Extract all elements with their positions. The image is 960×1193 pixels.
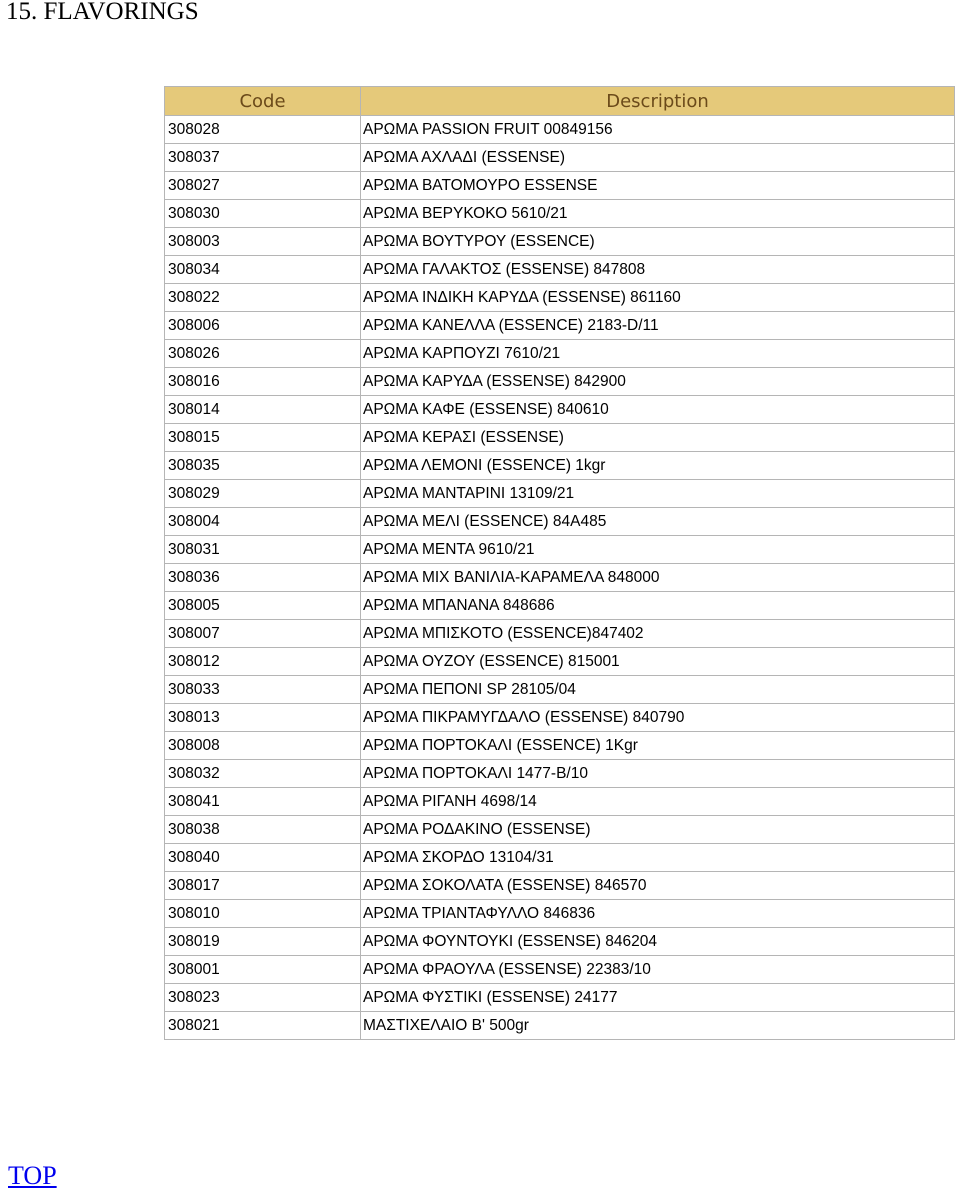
- table-row: [165, 928, 955, 956]
- table-row: [165, 732, 955, 760]
- product-description-cell: ΑΡΩΜΑ ΚΕΡΑΣΙ (ESSENSE): [361, 424, 955, 452]
- product-description-cell: ΑΡΩΜΑ ΚΑΡΠΟΥΖΙ 7610/21: [361, 340, 955, 368]
- product-code-cell: 308001: [165, 956, 361, 984]
- table-row: [165, 116, 955, 144]
- product-code-cell: 308026: [165, 340, 361, 368]
- product-code-cell: 308027: [165, 172, 361, 200]
- product-code-cell: 308038: [165, 816, 361, 844]
- product-description-cell: ΑΡΩΜΑ ΜΙΧ ΒΑΝΙΛΙΑ-ΚΑΡΑΜΕΛΑ 848000: [361, 564, 955, 592]
- product-code-cell: 308035: [165, 452, 361, 480]
- product-code-cell: 308017: [165, 872, 361, 900]
- product-description-cell: ΑΡΩΜΑ ΦΥΣΤΙΚΙ (ESSENSE) 24177: [361, 984, 955, 1012]
- product-code-cell: 308029: [165, 480, 361, 508]
- table-row: [165, 592, 955, 620]
- table-row: [165, 984, 955, 1012]
- table-body: [165, 116, 955, 1040]
- product-code-cell: 308030: [165, 200, 361, 228]
- table-row: [165, 508, 955, 536]
- product-code-cell: 308033: [165, 676, 361, 704]
- product-description-cell: ΑΡΩΜΑ ΜΑΝΤΑΡΙΝΙ 13109/21: [361, 480, 955, 508]
- table-row: [165, 816, 955, 844]
- product-description-cell: ΑΡΩΜΑ ΒΟΥΤΥΡΟΥ (ESSENCE): [361, 228, 955, 256]
- product-description-cell: ΑΡΩΜΑ ΦΡΑΟΥΛΑ (ESSENSE) 22383/10: [361, 956, 955, 984]
- product-code-cell: 308019: [165, 928, 361, 956]
- product-description-cell: ΑΡΩΜΑ ΠΙΚΡΑΜΥΓΔΑΛΟ (ESSENSE) 840790: [361, 704, 955, 732]
- product-code-cell: 308037: [165, 144, 361, 172]
- table-row: [165, 676, 955, 704]
- product-description-cell: ΑΡΩΜΑ ΑΧΛΑΔΙ (ESSENSE): [361, 144, 955, 172]
- table-row: [165, 956, 955, 984]
- table-row: [165, 480, 955, 508]
- table-row: [165, 228, 955, 256]
- product-code-cell: 308023: [165, 984, 361, 1012]
- table-row: [165, 368, 955, 396]
- product-code-cell: 308008: [165, 732, 361, 760]
- product-description-cell: ΑΡΩΜΑ ΛΕΜΟΝΙ (ESSENCE) 1kgr: [361, 452, 955, 480]
- table-row: [165, 900, 955, 928]
- table-row: [165, 760, 955, 788]
- product-code-cell: 308041: [165, 788, 361, 816]
- table-row: [165, 452, 955, 480]
- product-code-cell: 308022: [165, 284, 361, 312]
- product-code-cell: 308012: [165, 648, 361, 676]
- product-code-cell: 308006: [165, 312, 361, 340]
- table-row: [165, 1012, 955, 1040]
- table-row: [165, 256, 955, 284]
- product-description-cell: ΑΡΩΜΑ ΦΟΥΝΤΟΥΚΙ (ESSENSE) 846204: [361, 928, 955, 956]
- table-row: [165, 648, 955, 676]
- product-description-cell: ΑΡΩΜΑ ΣΟΚΟΛΑΤΑ (ESSENSE) 846570: [361, 872, 955, 900]
- product-description-cell: ΑΡΩΜΑ ΚΑΡΥΔΑ (ESSENSE) 842900: [361, 368, 955, 396]
- column-header-description: Description: [361, 87, 955, 116]
- product-description-cell: ΜΑΣΤΙΧΕΛΑΙΟ Β' 500gr: [361, 1012, 955, 1040]
- table-row: [165, 788, 955, 816]
- product-description-cell: ΑΡΩΜΑ ΡΙΓΑΝΗ 4698/14: [361, 788, 955, 816]
- product-code-cell: 308014: [165, 396, 361, 424]
- product-description-cell: ΑΡΩΜΑ ΒΑΤΟΜΟΥΡΟ ESSENSE: [361, 172, 955, 200]
- product-code-cell: 308032: [165, 760, 361, 788]
- product-description-cell: ΑΡΩΜΑ ΓΑΛΑΚΤΟΣ (ESSENSE) 847808: [361, 256, 955, 284]
- table-row: [165, 396, 955, 424]
- table-header-row: [165, 87, 955, 116]
- product-code-cell: 308010: [165, 900, 361, 928]
- product-code-cell: 308004: [165, 508, 361, 536]
- product-code-cell: 308034: [165, 256, 361, 284]
- table-row: [165, 340, 955, 368]
- product-description-cell: ΑΡΩΜΑ ΜΕΝΤΑ 9610/21: [361, 536, 955, 564]
- top-link[interactable]: TOP: [8, 1161, 57, 1190]
- table-row: [165, 200, 955, 228]
- product-description-cell: ΑΡΩΜΑ ΠΕΠΟΝΙ SP 28105/04: [361, 676, 955, 704]
- product-description-cell: ΑΡΩΜΑ ΡΟΔΑΚΙΝΟ (ESSENSE): [361, 816, 955, 844]
- product-code-cell: 308036: [165, 564, 361, 592]
- product-description-cell: ΑΡΩΜΑ ΜΕΛΙ (ESSENCE) 84A485: [361, 508, 955, 536]
- product-code-cell: 308003: [165, 228, 361, 256]
- table-row: [165, 144, 955, 172]
- product-description-cell: ΑΡΩΜΑ ΚΑΦΕ (ESSENSE) 840610: [361, 396, 955, 424]
- table-row: [165, 564, 955, 592]
- product-code-cell: 308015: [165, 424, 361, 452]
- product-code-cell: 308016: [165, 368, 361, 396]
- product-description-cell: ΑΡΩΜΑ PASSION FRUIT 00849156: [361, 116, 955, 144]
- product-description-cell: ΑΡΩΜΑ ΠΟΡΤΟΚΑΛΙ (ESSENCE) 1Kgr: [361, 732, 955, 760]
- product-description-cell: ΑΡΩΜΑ ΟΥΖΟΥ (ESSENCE) 815001: [361, 648, 955, 676]
- product-code-cell: 308028: [165, 116, 361, 144]
- table-row: [165, 620, 955, 648]
- table-row: [165, 536, 955, 564]
- product-code-cell: 308040: [165, 844, 361, 872]
- product-code-cell: 308005: [165, 592, 361, 620]
- product-description-cell: ΑΡΩΜΑ ΒΕΡΥΚΟΚΟ 5610/21: [361, 200, 955, 228]
- product-description-cell: ΑΡΩΜΑ ΜΠΑΝΑΝΑ 848686: [361, 592, 955, 620]
- product-description-cell: ΑΡΩΜΑ ΙΝΔΙΚΗ ΚΑΡΥΔΑ (ESSENSE) 861160: [361, 284, 955, 312]
- product-description-cell: ΑΡΩΜΑ ΜΠΙΣΚΟΤΟ (ESSENCE)847402: [361, 620, 955, 648]
- table-row: [165, 284, 955, 312]
- product-code-cell: 308031: [165, 536, 361, 564]
- flavorings-table: [164, 86, 955, 1040]
- table-row: [165, 704, 955, 732]
- table-row: [165, 172, 955, 200]
- product-description-cell: ΑΡΩΜΑ ΠΟΡΤΟΚΑΛΙ 1477-B/10: [361, 760, 955, 788]
- product-code-cell: 308013: [165, 704, 361, 732]
- column-header-code: Code: [165, 87, 361, 116]
- product-description-cell: ΑΡΩΜΑ ΚΑΝΕΛΛΑ (ESSENCE) 2183-D/11: [361, 312, 955, 340]
- product-code-cell: 308007: [165, 620, 361, 648]
- page-title: 15. FLAVORINGS: [6, 0, 199, 25]
- table-row: [165, 424, 955, 452]
- table-row: [165, 312, 955, 340]
- table-row: [165, 872, 955, 900]
- product-description-cell: ΑΡΩΜΑ ΤΡΙΑΝΤΑΦΥΛΛΟ 846836: [361, 900, 955, 928]
- product-code-cell: 308021: [165, 1012, 361, 1040]
- table-row: [165, 844, 955, 872]
- product-description-cell: ΑΡΩΜΑ ΣΚΟΡΔΟ 13104/31: [361, 844, 955, 872]
